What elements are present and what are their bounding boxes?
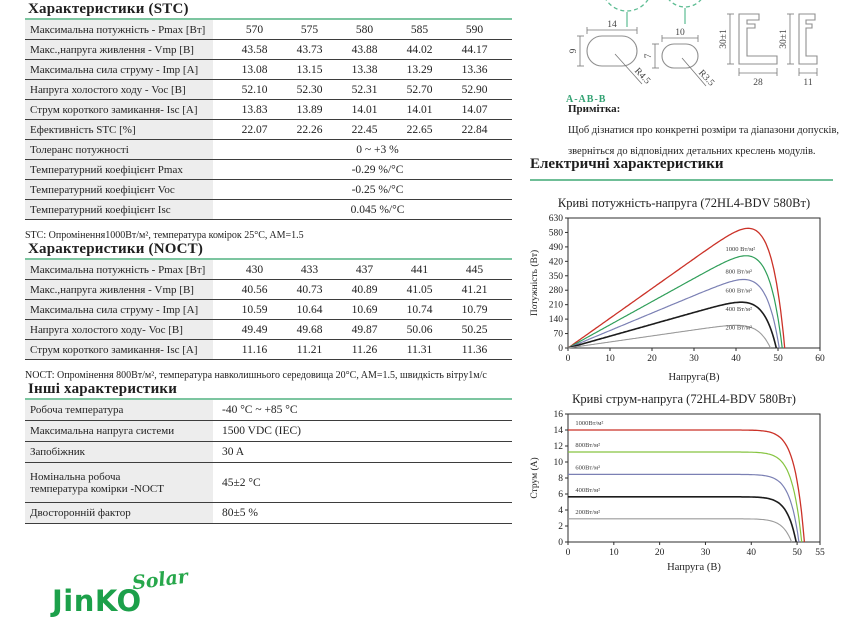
- cell-value: 10.64: [296, 303, 323, 316]
- table-row: [25, 100, 512, 120]
- table-row: [25, 340, 512, 360]
- x-axis-label: Напруга(B): [668, 372, 720, 383]
- curve-label: 200Вт/м²: [575, 508, 601, 516]
- cell-span-value: 0.045 %/°C: [350, 203, 405, 216]
- cell-value: 585: [410, 23, 429, 36]
- cell-value: 80±5 %: [222, 507, 259, 519]
- row-label-line: Температурний коефіцієнт Pmax: [30, 163, 183, 176]
- curve-label: 400 Вт/м²: [725, 305, 752, 313]
- frame-profile-drawing-2: [779, 14, 817, 88]
- cell-value: 49.49: [241, 323, 268, 336]
- row-values: [227, 280, 502, 299]
- cell-value: 570: [245, 23, 264, 36]
- x-tick-label: 10: [605, 354, 615, 364]
- cell-value: 44.17: [461, 43, 488, 56]
- row-label-line: Струм короткого замикання- Isc [A]: [30, 103, 198, 116]
- hole-outline: [662, 44, 698, 68]
- cell-value: 11.26: [351, 343, 378, 356]
- curve-label: 800 Вт/м²: [725, 268, 752, 276]
- dim-label: 10: [675, 28, 685, 38]
- iv-curve-chart: [528, 390, 840, 579]
- table-row: [25, 280, 512, 300]
- cell-value: 52.90: [461, 83, 488, 96]
- cell-value: 40.73: [296, 283, 323, 296]
- table-row: [25, 260, 512, 280]
- stc-note: STC: Опромінення1000Вт/м², температура комірок 25°C, AM=1.5: [25, 230, 304, 241]
- x-tick-label: 50: [792, 548, 802, 558]
- logo-solar-script: Solar: [130, 565, 190, 595]
- iv-chart-canvas: [528, 408, 840, 574]
- cell-value: 10.74: [406, 303, 433, 316]
- curve-label: 600Вт/м²: [575, 464, 601, 472]
- table-row: [25, 180, 512, 200]
- row-label: [25, 60, 213, 79]
- section-view-label: A-AB-B: [566, 94, 607, 105]
- row-label: [25, 421, 213, 441]
- frame-profile-drawing-1: [719, 14, 777, 88]
- table-row: [25, 442, 512, 463]
- table-row: [25, 140, 512, 160]
- cell-value: 52.31: [351, 83, 378, 96]
- y-tick-label: 490: [548, 242, 563, 253]
- cell-value: 13.38: [351, 63, 378, 76]
- cell-value: 10.69: [351, 303, 378, 316]
- stc-section-title: Характеристики (STC): [28, 1, 189, 17]
- note-line-1: Щоб дізнатися про конкретні розміри та діапазони допусків,: [568, 125, 840, 136]
- electrical-section-title: Електричні характеристики: [530, 156, 833, 181]
- y-tick-label: 580: [548, 228, 563, 239]
- detail-callout-circle: [664, 0, 706, 7]
- cell-value: 580: [355, 23, 374, 36]
- row-label: [25, 463, 213, 502]
- cell-value: 52.70: [406, 83, 433, 96]
- cell-value: 22.84: [461, 123, 488, 136]
- cell-value: 13.83: [241, 103, 268, 116]
- row-label: [25, 100, 213, 119]
- cell-span-value: -0.29 %/°C: [351, 163, 404, 176]
- row-label-line: Напруга холостого ходу- Voc [B]: [30, 323, 183, 336]
- y-tick-label: 0: [558, 538, 563, 548]
- other-section-title: Інші характеристики: [28, 381, 178, 397]
- y-tick-label: 70: [553, 329, 563, 340]
- hole-outline: [587, 36, 637, 66]
- x-tick-label: 0: [565, 354, 571, 364]
- x-tick-label: 50: [773, 354, 783, 364]
- row-label-line: Макс.,напруга живлення - Vmp [B]: [30, 43, 194, 56]
- curve-label: 600 Вт/м²: [725, 287, 752, 295]
- table-row: [25, 503, 512, 524]
- logo-wordmark: JinKO: [52, 584, 142, 618]
- row-label: [25, 400, 213, 420]
- cell-value: 13.89: [296, 103, 323, 116]
- cell-value: 43.88: [351, 43, 378, 56]
- cell-span-value: -0.25 %/°C: [351, 183, 404, 196]
- x-tick-label: 40: [731, 354, 741, 364]
- dim-label: 11: [803, 78, 813, 88]
- profile-outline: [739, 14, 777, 64]
- cell-value: 575: [300, 23, 319, 36]
- row-label-line: Максимальна сила струму - Imp [A]: [30, 303, 199, 316]
- noct-table: [25, 258, 512, 360]
- cell-value: 14.01: [406, 103, 433, 116]
- cell-value: 50.25: [461, 323, 488, 336]
- row-values: [227, 340, 502, 359]
- table-row: [25, 20, 512, 40]
- table-row: [25, 40, 512, 60]
- y-tick-label: 4: [558, 506, 563, 516]
- cell-value: 40.89: [351, 283, 378, 296]
- row-label-line: Робоча температура: [30, 404, 124, 416]
- cell-value: 10.59: [241, 303, 268, 316]
- row-label-line: Максимальна сила струму - Imp [A]: [30, 63, 199, 76]
- row-label: [25, 260, 213, 279]
- row-label-line: Температурний коефіцієнт Voc: [30, 183, 175, 196]
- cell-value: 22.65: [406, 123, 433, 136]
- x-tick-label: 20: [654, 548, 665, 558]
- row-label: [25, 40, 213, 59]
- table-row: [25, 160, 512, 180]
- row-label: [25, 120, 213, 139]
- row-label-line: Макс.,напруга живлення - Vmp [B]: [30, 283, 194, 296]
- row-label-line: Запобіжник: [30, 446, 86, 458]
- row-label: [25, 20, 213, 39]
- cell-value: 41.05: [406, 283, 433, 296]
- cell-value: 22.07: [241, 123, 268, 136]
- y-tick-label: 140: [548, 315, 563, 326]
- dim-label: 30±1: [779, 29, 789, 49]
- x-tick-label: 30: [700, 548, 711, 558]
- cell-span-value: 0 ~ +3 %: [356, 143, 399, 156]
- row-values: [227, 100, 502, 119]
- dim-label: 30±1: [719, 29, 729, 49]
- y-tick-label: 280: [548, 286, 563, 297]
- y-tick-label: 6: [558, 490, 563, 500]
- cell-value: 430: [245, 263, 264, 276]
- row-values: [227, 80, 502, 99]
- table-row: [25, 200, 512, 220]
- y-tick-label: 8: [558, 474, 563, 484]
- cell-value: 41.21: [461, 283, 488, 296]
- row-label-line: Струм короткого замикання- Isc [A]: [30, 343, 198, 356]
- y-tick-label: 210: [548, 300, 563, 311]
- cell-value: 437: [355, 263, 374, 276]
- y-tick-label: 420: [548, 257, 563, 268]
- mounting-hole-drawing-1: [569, 20, 652, 87]
- row-values: [227, 320, 502, 339]
- y-tick-label: 14: [553, 426, 563, 436]
- cell-value: 14.07: [461, 103, 488, 116]
- cell-value: 22.26: [296, 123, 323, 136]
- x-tick-label: 10: [609, 548, 619, 558]
- row-label-line: Максимальна напруга системи: [30, 425, 175, 437]
- cell-value: 445: [465, 263, 484, 276]
- row-label: [25, 80, 213, 99]
- pv-chart-title: Криві потужність-напруга (72HL4-BDV 580Вт): [557, 196, 811, 210]
- curve-label: 800Вт/м²: [575, 442, 601, 449]
- note-title: Примітка:: [568, 103, 621, 115]
- row-values: [227, 260, 502, 279]
- note-block: [568, 103, 840, 157]
- cell-value: 30 A: [222, 446, 245, 458]
- cell-value: 43.73: [296, 43, 323, 56]
- x-tick-label: 40: [746, 548, 757, 558]
- dim-label: 7: [644, 53, 654, 59]
- cell-value: 590: [465, 23, 484, 36]
- row-label: [25, 180, 213, 199]
- dim-label: 14: [607, 20, 617, 30]
- cell-value: 13.29: [406, 63, 433, 76]
- row-label: [25, 320, 213, 339]
- dim-label: 9: [569, 48, 579, 54]
- row-label: [25, 442, 213, 462]
- stc-table: [25, 18, 512, 220]
- y-axis-label: Струм (A): [530, 457, 540, 499]
- noct-note: NOCT: Опромінення 800Вт/м², температура навколишнього середовища 20°C, AM=1.5, швидкість вітру1м/с: [25, 370, 487, 381]
- curve-label: 400Вт/м²: [575, 486, 601, 494]
- row-label-line: температура комірки -NOCT: [30, 482, 164, 495]
- row-label: [25, 340, 213, 359]
- table-row: [25, 421, 512, 442]
- row-label: [25, 140, 213, 159]
- cell-value: 49.68: [296, 323, 323, 336]
- cell-value: 11.31: [406, 343, 433, 356]
- row-label-line: Номінальна робоча: [30, 470, 121, 483]
- cell-value: 14.01: [351, 103, 378, 116]
- cell-value: 44.02: [406, 43, 433, 56]
- cell-value: 13.08: [241, 63, 268, 76]
- row-label: [25, 280, 213, 299]
- row-values: [227, 60, 502, 79]
- mechanical-drawings: [530, 0, 842, 110]
- row-values: [227, 40, 502, 59]
- row-label-line: Напруга холостого ходу - Voc [B]: [30, 83, 186, 96]
- row-label-line: Ефективність STC [%]: [30, 123, 136, 136]
- cell-value: 49.87: [351, 323, 378, 336]
- table-row: [25, 320, 512, 340]
- plot-frame: [568, 414, 820, 542]
- y-axis-label: Потужність (Вт): [530, 249, 540, 317]
- dim-label: 28: [753, 78, 763, 88]
- cell-value: 22.45: [351, 123, 378, 136]
- cell-value: 10.79: [461, 303, 488, 316]
- noct-section-title: Характеристики (NOCT): [28, 241, 204, 257]
- iv-chart-title: Криві струм-напруга (72HL4-BDV 580Вт): [572, 392, 796, 406]
- row-label-line: Температурний коефіцієнт Isc: [30, 203, 171, 216]
- detail-callout-circle: [602, 0, 652, 11]
- y-tick-label: 630: [548, 214, 563, 224]
- cell-value: 43.58: [241, 43, 268, 56]
- cell-value: 40.56: [241, 283, 268, 296]
- table-row: [25, 300, 512, 320]
- y-tick-label: 350: [548, 271, 563, 282]
- cell-value: 1500 VDC (IEC): [222, 425, 302, 437]
- jinko-solar-logo: [50, 565, 270, 625]
- row-values: [227, 20, 502, 39]
- x-tick-label: 0: [565, 548, 571, 558]
- other-table: [25, 398, 512, 524]
- y-tick-label: 12: [553, 442, 563, 452]
- x-axis-label: Напруга (B): [667, 562, 721, 573]
- profile-outline: [799, 14, 817, 64]
- row-values: [227, 120, 502, 139]
- y-tick-label: 2: [558, 522, 563, 532]
- row-label: [25, 200, 213, 219]
- x-tick-label: 55: [815, 548, 825, 558]
- table-row: [25, 463, 512, 503]
- cell-value: 13.15: [296, 63, 323, 76]
- table-row: [25, 60, 512, 80]
- cell-value: 433: [300, 263, 319, 276]
- row-values: [227, 300, 502, 319]
- row-label-line: Двосторонній фактор: [30, 507, 131, 519]
- pv-chart-canvas: [528, 212, 840, 384]
- cell-value: 11.36: [461, 343, 488, 356]
- cell-value: 52.30: [296, 83, 323, 96]
- row-label: [25, 160, 213, 179]
- row-label-line: Максимальна потужність - Pmax [Вт]: [30, 263, 206, 276]
- table-row: [25, 120, 512, 140]
- y-tick-label: 16: [553, 410, 563, 420]
- curve-label: 200 Вт/м²: [725, 324, 752, 332]
- dim-label: R3.5: [696, 68, 716, 89]
- series-curve: [568, 519, 792, 542]
- cell-value: 13.36: [461, 63, 488, 76]
- cell-value: 11.21: [296, 343, 323, 356]
- cell-value: 52.10: [241, 83, 268, 96]
- x-tick-label: 60: [815, 354, 825, 364]
- cell-value: 50.06: [406, 323, 433, 336]
- row-label-line: Толеранс потужності: [30, 143, 129, 156]
- x-tick-label: 30: [689, 354, 699, 364]
- dim-label: R4.5: [632, 66, 652, 87]
- row-label-line: Максимальна потужність - Pmax [Вт]: [30, 23, 206, 36]
- y-tick-label: 10: [553, 458, 563, 468]
- table-row: [25, 80, 512, 100]
- row-label: [25, 503, 213, 523]
- curve-label: 1000 Вт/м²: [725, 246, 756, 254]
- table-row: [25, 400, 512, 421]
- cell-value: 45±2 °C: [222, 476, 261, 489]
- y-tick-label: 0: [558, 344, 563, 354]
- cell-value: -40 °C ~ +85 °C: [222, 404, 298, 416]
- series-curve: [568, 430, 804, 542]
- row-label: [25, 300, 213, 319]
- cell-value: 11.16: [241, 343, 268, 356]
- pv-curve-chart: [528, 194, 840, 389]
- cell-value: 441: [410, 263, 429, 276]
- x-tick-label: 20: [647, 354, 657, 364]
- curve-label: 1000Вт/м²: [575, 420, 604, 427]
- left-column: [25, 2, 512, 524]
- note-line-2: зверніться до відповідних детальних креслень модулів.: [568, 146, 816, 157]
- series-curve: [568, 474, 799, 542]
- mounting-hole-drawing-2: [644, 28, 716, 89]
